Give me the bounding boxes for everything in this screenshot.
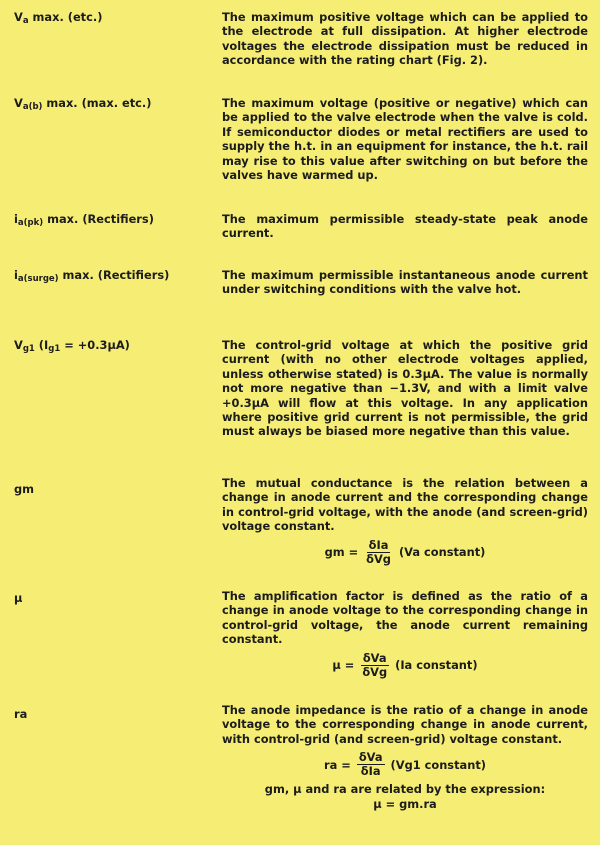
desc-mu	[222, 589, 588, 679]
formula-ra-denominator: δIa	[360, 764, 381, 779]
desc-iapk-max: The maximum permissible steady-state peak anode current.	[222, 212, 588, 241]
term-gm: gm	[14, 482, 35, 496]
term-mu: μ	[14, 591, 23, 605]
formula-mu-lhs: μ =	[332, 657, 355, 672]
desc-vab-max: The maximum voltage (positive or negative) which can be applied to the valve electrode when the valve is cold. If semiconductor diodes or metal rectifiers are used to supply the h.t. in an equipment for instance, the h.t. rail may rise to this value after switching on but before the valves have warmed up.	[222, 96, 588, 183]
relation-note: gm, μ and ra are related by the expression:	[264, 782, 546, 797]
formula-mu-denominator: δVg	[362, 664, 388, 679]
formula-gm-denominator: δVg	[366, 551, 391, 566]
formula-mu-numerator: δVa	[362, 650, 387, 665]
formula-gm	[222, 539, 588, 566]
desc-gm-text: The mutual conductance is the relation between a change in anode current and the corresponding change in control-grid voltage, with the anode (and screen-grid) voltage constant.	[222, 476, 588, 534]
formula-ra	[222, 751, 588, 778]
formula-mu-rhs: (Ia constant)	[395, 657, 478, 672]
desc-mu-text: The amplification factor is defined as the ratio of a change in anode voltage to the corresponding change in control-grid voltage, the anode current remaining constant.	[222, 589, 588, 647]
term-vab-max: $V_{a(b)}$ max. (max. etc.)	[14, 96, 152, 112]
formula-gm-rhs: (Va constant)	[398, 544, 486, 559]
desc-vg1: The control-grid voltage at which the positive grid current (with no other electrode voltages applied, unless otherwise stated) is 0.3μA. The value is normally not more negative than −1.3V, and with a limit valve +0.3μA will flow at this voltage. In any application where positive grid current is not permissible, the grid must always be biased more negative than this value.	[222, 338, 588, 439]
term-iapk-max: $i_{a(pk)}$ max. (Rectifiers)	[14, 212, 154, 228]
desc-gm	[222, 476, 588, 566]
term-iasurge-max: $i_{a(surge)}$ max. (Rectifiers)	[14, 268, 170, 284]
formula-ra-fraction	[357, 751, 385, 778]
desc-va-max: The maximum positive voltage which can be applied to the electrode at full dissipation. At higher electrode voltages the electrode dissipation must be reduced in accordance with the rating chart (Fig. 2).	[222, 10, 588, 68]
desc-ra-text: The anode impedance is the ratio of a change in anode voltage to the corresponding change in anode current, with control-grid (and screen-grid) voltage constant.	[222, 703, 588, 746]
formula-gm-numerator: δIa	[368, 537, 389, 552]
formula-mu-fraction	[360, 652, 389, 679]
term-vg1: $V_{g1}$ $(I_{g1} = +0.3\mu A)$	[14, 338, 130, 354]
term-ra: ra	[14, 707, 28, 721]
formula-gm-lhs: gm =	[324, 544, 359, 559]
formula-ra-rhs: (Vg1 constant)	[390, 757, 486, 772]
formula-mu	[222, 652, 588, 679]
formula-ra-lhs: ra =	[324, 757, 351, 772]
formula-ra-numerator: δVa	[358, 750, 383, 765]
term-va-max: $V_a$ max. (etc.)	[14, 10, 103, 26]
desc-ra	[222, 703, 588, 811]
relation-formula: μ = gm.ra	[373, 796, 437, 811]
desc-iasurge-max: The maximum permissible instantaneous anode current under switching conditions with the valve hot.	[222, 268, 588, 297]
formula-gm-fraction	[364, 539, 393, 566]
